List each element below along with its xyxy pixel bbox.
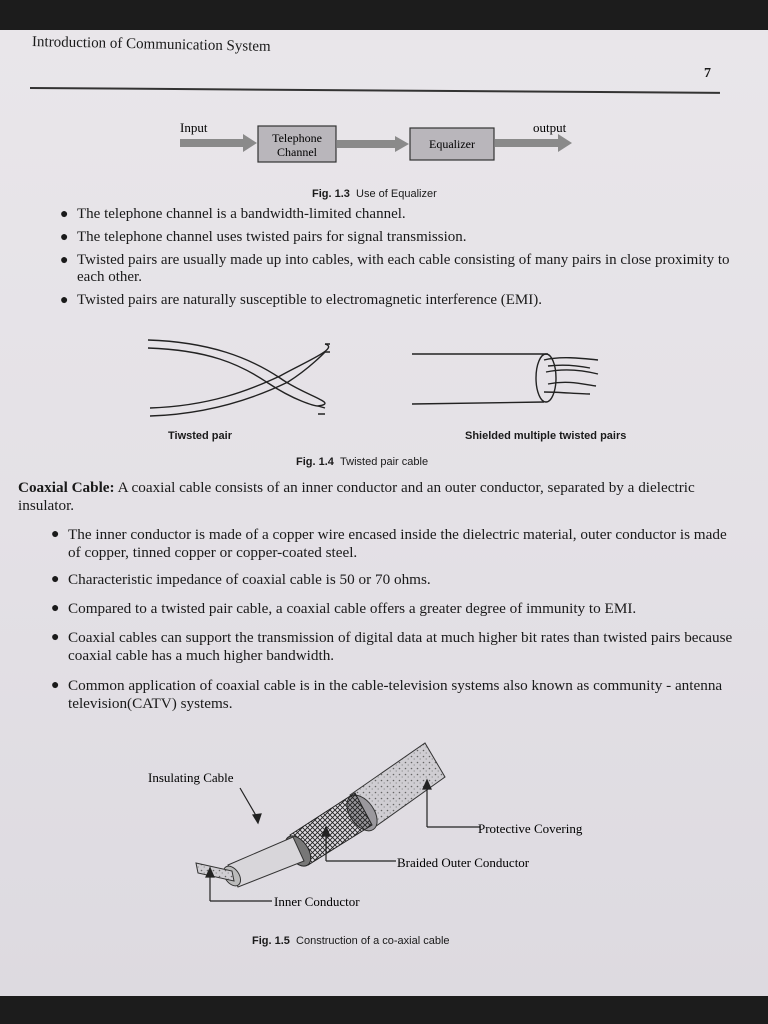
bullet-text: Characteristic impedance of coaxial cable is 50 or 70 ohms.: [68, 571, 431, 588]
caption-text: Construction of a co-axial cable: [296, 935, 450, 947]
bullet-text: Common application of coaxial cable is in the cable-television systems also known as community - antenna television(CATV) systems.: [68, 677, 723, 712]
input-label: Input: [180, 120, 208, 135]
bullet-item: ● Compared to a twisted pair cable, a coaxial cable offers a greater degree of immunity to EMI.: [51, 600, 637, 617]
fig-1-4-caption: [296, 456, 428, 468]
bullet-item: ● The inner conductor is made of a copper wire encased inside the dielectric material, outer conductor is made of copper, tinned copper or copper-coated steel.: [51, 526, 727, 561]
coaxial-intro-text: A coaxial cable consists of an inner conductor and an outer conductor, separated by a dielectric insulator.: [18, 479, 695, 514]
caption-number: Fig. 1.4: [296, 456, 334, 468]
equalizer-block-diagram: [175, 118, 585, 168]
coaxial-cable-figure: [140, 725, 620, 915]
running-header-title: Introduction of Communication System: [31, 34, 271, 55]
bullet-item: ● Twisted pairs are naturally susceptible to electromagnetic interference (EMI).: [60, 292, 542, 308]
bullet-item: ● Characteristic impedance of coaxial cable is 50 or 70 ohms.: [51, 571, 431, 588]
middle-arrow: [337, 136, 409, 152]
coaxial-intro-paragraph: [18, 479, 738, 514]
caption-number: Fig. 1.5: [252, 935, 290, 947]
page-number: 7: [704, 66, 711, 81]
telephone-channel-label-1: Telephone: [272, 131, 322, 145]
bullet-text: The telephone channel is a bandwidth-limited channel.: [77, 206, 406, 222]
bullet-text: Twisted pairs are naturally susceptible to electromagnetic interference (EMI).: [77, 292, 542, 308]
caption-text: Use of Equalizer: [356, 188, 437, 200]
bullet-item: ● The telephone channel uses twisted pairs for signal transmission.: [60, 229, 467, 245]
shielded-cable-drawing: [412, 354, 598, 404]
bullet-item: ● Twisted pairs are usually made up into cables, with each cable consisting of many pairs in close proximity to each other.: [60, 252, 730, 285]
output-label: output: [533, 120, 567, 135]
bullet-item: ● Common application of coaxial cable is in the cable-television systems also known as community - antenna television(CATV) systems.: [51, 677, 723, 712]
bullet-text: The telephone channel uses twisted pairs for signal transmission.: [77, 229, 467, 245]
equalizer-label: Equalizer: [429, 137, 475, 151]
bullet-text: Twisted pairs are usually made up into cables, with each cable consisting of many pairs in close proximity to each other.: [77, 252, 730, 285]
twisted-pair-label: Tiwsted pair: [168, 430, 232, 442]
fig-1-3-caption: [312, 188, 437, 200]
braided-outer-conductor-label: Braided Outer Conductor: [397, 855, 530, 870]
fig-1-5-caption: [252, 935, 450, 947]
bullet-text: The inner conductor is made of a copper wire encased inside the dielectric material, outer conductor is made of copper, tinned copper or copper-coated steel.: [68, 526, 727, 561]
input-arrow: [180, 134, 257, 152]
protective-covering-label: Protective Covering: [478, 821, 583, 836]
insulating-cable-label: Insulating Cable: [148, 770, 234, 785]
bullet-text: Coaxial cables can support the transmission of digital data at much higher bit rates than twisted pairs because coaxial cable has a much higher bandwidth.: [68, 629, 733, 664]
output-arrow: [495, 134, 572, 152]
caption-number: Fig. 1.3: [312, 188, 350, 200]
telephone-channel-label-2: Channel: [277, 145, 317, 159]
caption-text: Twisted pair cable: [340, 456, 429, 468]
bullet-item: ● The telephone channel is a bandwidth-limited channel.: [60, 206, 406, 222]
inner-conductor-label: Inner Conductor: [274, 894, 360, 909]
twisted-pair-drawing: [148, 340, 330, 416]
twisted-pair-figure: [140, 328, 620, 428]
shielded-pairs-label: Shielded multiple twisted pairs: [465, 430, 627, 442]
coaxial-heading: Coaxial Cable:: [18, 479, 115, 496]
bullet-item: ● Coaxial cables can support the transmission of digital data at much higher bit rates than twisted pairs because coaxial cable has a much higher bandwidth.: [51, 629, 733, 664]
bullet-text: Compared to a twisted pair cable, a coaxial cable offers a greater degree of immunity to EMI.: [68, 600, 637, 617]
